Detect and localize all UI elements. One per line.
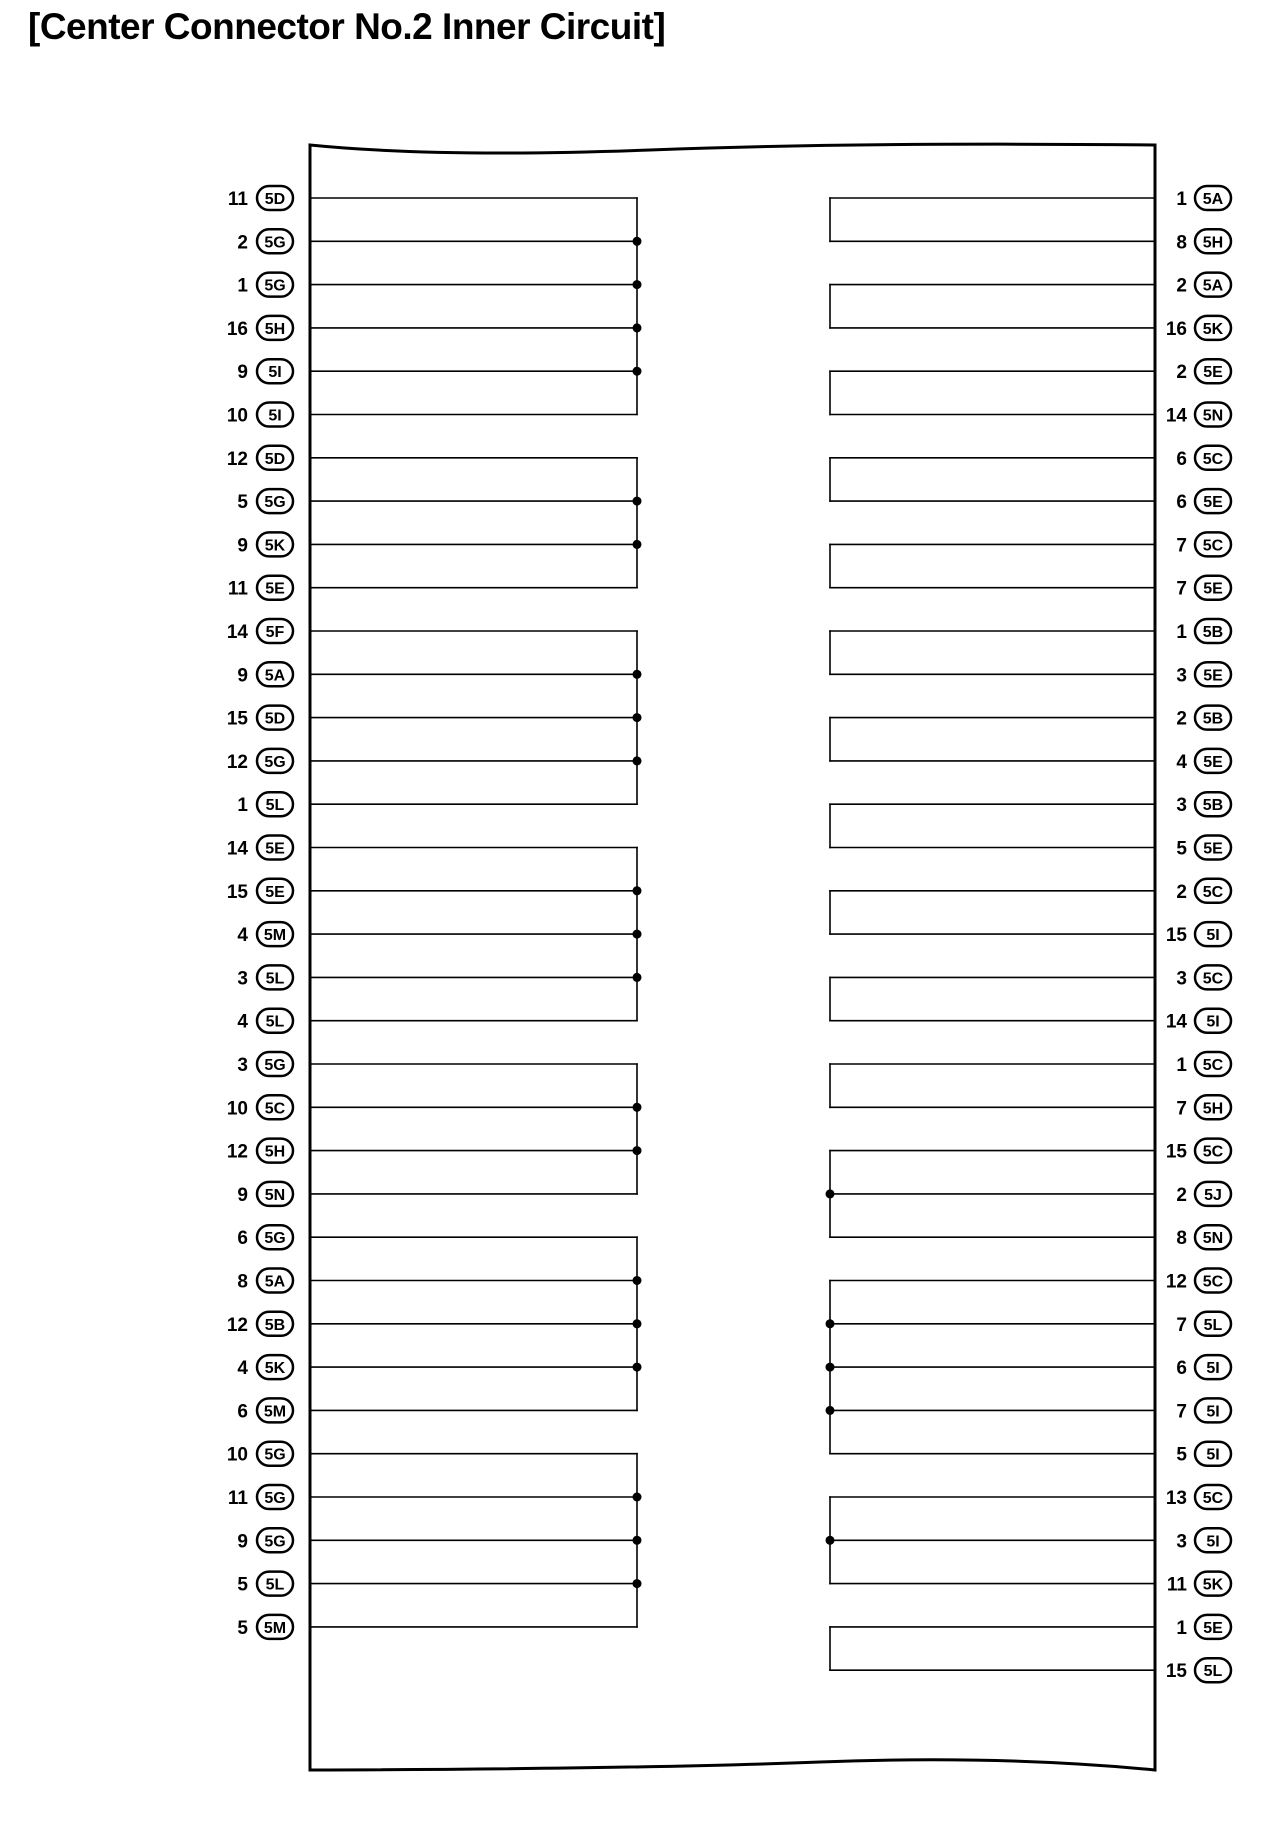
left-pin-14 — [237, 792, 293, 816]
right-pin-31 — [1176, 1528, 1231, 1552]
connector-code: 5C — [1202, 1143, 1224, 1161]
connector-code: 5C — [1202, 1273, 1224, 1291]
connector-code: 5E — [1203, 494, 1223, 512]
connector-code: 5G — [264, 1057, 286, 1074]
right-pin-33 — [1176, 1615, 1231, 1639]
diagram-title: [Center Connector No.2 Inner Circuit] — [28, 6, 666, 47]
pin-number: 11 — [227, 1488, 248, 1509]
pin-number: 2 — [1176, 708, 1187, 730]
right-pin-30 — [1166, 1485, 1231, 1509]
left-pin-32 — [237, 1572, 293, 1596]
pin-number: 9 — [237, 1531, 248, 1553]
junction-dot — [633, 540, 642, 549]
junction-dot — [633, 1536, 642, 1545]
connector-code: 5E — [1203, 667, 1223, 685]
connector-code: 5L — [265, 797, 285, 815]
right-pin-10 — [1176, 619, 1231, 643]
pin-number: 10 — [226, 1098, 248, 1120]
right-pin-19 — [1166, 1009, 1231, 1033]
pin-number: 6 — [1176, 1358, 1187, 1380]
left-pin-6 — [227, 446, 293, 470]
junction-dot — [633, 886, 642, 895]
connector-code: 5N — [1202, 407, 1224, 425]
connector-code: 5E — [265, 580, 285, 598]
left-pin-3 — [227, 316, 293, 340]
pin-number: 3 — [1176, 1531, 1187, 1553]
right-pin-9 — [1176, 576, 1231, 600]
junction-dot — [633, 713, 642, 722]
left-pin-21 — [227, 1095, 293, 1119]
junction-dot — [633, 1276, 642, 1285]
right-pin-32 — [1167, 1572, 1231, 1596]
junction-dot — [633, 367, 642, 376]
left-pin-30 — [228, 1485, 293, 1509]
left-pin-8 — [237, 532, 293, 556]
right-pin-4 — [1176, 359, 1231, 383]
left-pin-10 — [227, 619, 293, 643]
pin-number: 14 — [1165, 1011, 1187, 1033]
pin-number: 7 — [1176, 578, 1187, 600]
right-pin-17 — [1166, 922, 1231, 946]
right-pin-1 — [1176, 229, 1231, 253]
connector-code: 5L — [1203, 1663, 1223, 1681]
connector-code: 5G — [264, 1230, 286, 1248]
pin-number: 1 — [1176, 1617, 1187, 1639]
pin-number: 3 — [237, 1055, 248, 1076]
connector-code: 5G — [264, 1533, 286, 1551]
right-pin-14 — [1176, 792, 1231, 816]
left-pin-19 — [237, 1009, 293, 1033]
connector-code: 5M — [263, 1403, 287, 1421]
connector-code: 5C — [1202, 970, 1224, 988]
right-pin-15 — [1176, 836, 1231, 860]
connector-code: 5E — [1203, 840, 1223, 858]
pin-number: 12 — [226, 448, 248, 470]
pin-number: 6 — [1176, 448, 1187, 470]
connector-code: 5C — [264, 1100, 286, 1118]
pin-number: 5 — [237, 1617, 248, 1639]
left-pin-12 — [227, 706, 293, 730]
connector-code: 5E — [265, 840, 285, 858]
connector-code: 5L — [265, 1013, 285, 1031]
junction-dot — [633, 1579, 642, 1588]
junction-dot — [633, 497, 642, 506]
right-pin-13 — [1176, 749, 1231, 773]
pin-number: 15 — [1165, 1661, 1187, 1683]
pin-number: 14 — [226, 622, 248, 643]
right-pin-27 — [1176, 1355, 1231, 1379]
junction-dot — [633, 1103, 642, 1112]
connector-code: 5D — [264, 450, 286, 468]
left-pin-28 — [237, 1398, 293, 1422]
connector-code: 5E — [1203, 364, 1223, 382]
pin-number: 11 — [227, 189, 248, 210]
pin-number: 2 — [1176, 881, 1187, 903]
pin-number: 4 — [237, 1011, 248, 1033]
junction-dot — [633, 1146, 642, 1155]
connector-code: 5K — [1202, 1576, 1224, 1594]
pin-number: 3 — [1176, 665, 1187, 687]
junction-dot — [826, 1363, 835, 1372]
pin-number: 9 — [237, 665, 248, 687]
left-pin-26 — [227, 1312, 293, 1336]
connector-code: 5D — [264, 710, 286, 728]
junction-dot — [633, 1363, 642, 1372]
pin-number: 1 — [237, 795, 248, 817]
left-pin-4 — [237, 359, 293, 383]
junction-dot — [633, 973, 642, 982]
connector-code: 5D — [264, 191, 286, 208]
pin-number: 16 — [226, 318, 248, 340]
connector-code: 5H — [264, 1143, 286, 1161]
junction-dot — [633, 1319, 642, 1328]
left-pin-0 — [228, 186, 293, 210]
pin-number: 2 — [237, 232, 248, 254]
right-pin-0 — [1176, 186, 1231, 210]
pin-number: 7 — [1176, 1401, 1187, 1423]
junction-dot — [633, 237, 642, 246]
connector-code: 5E — [1203, 580, 1223, 598]
left-pin-18 — [237, 965, 293, 989]
pin-number: 6 — [237, 1401, 248, 1423]
pin-number: 3 — [1176, 795, 1187, 817]
connector-code: 5K — [264, 1360, 286, 1378]
pin-number: 12 — [226, 1314, 248, 1336]
pin-number: 11 — [227, 578, 248, 600]
pin-number: 2 — [1176, 275, 1187, 297]
connector-code: 5B — [1202, 710, 1224, 728]
left-pin-33 — [237, 1615, 293, 1639]
pin-number: 9 — [237, 1184, 248, 1206]
pin-number: 8 — [1176, 232, 1187, 254]
pin-number: 12 — [226, 1141, 248, 1163]
right-pin-25 — [1166, 1269, 1231, 1293]
connector-code: 5G — [264, 1490, 286, 1507]
pin-number: 1 — [1176, 189, 1187, 210]
right-pin-7 — [1176, 489, 1231, 513]
connector-code: 5B — [1202, 624, 1224, 641]
connector-code: 5M — [263, 1619, 287, 1637]
pin-number: 16 — [1165, 318, 1187, 340]
connector-code: 5N — [264, 1186, 286, 1204]
pin-number: 13 — [1165, 1488, 1187, 1509]
connector-code: 5E — [265, 883, 285, 901]
pin-number: 9 — [237, 535, 248, 557]
left-pin-25 — [237, 1269, 293, 1293]
connector-code: 5I — [268, 364, 282, 382]
left-pin-2 — [237, 273, 293, 297]
pin-number: 4 — [237, 1358, 248, 1380]
circuit-frame — [310, 144, 1155, 1770]
pin-number: 5 — [237, 1574, 248, 1596]
right-pin-22 — [1166, 1139, 1231, 1163]
connector-code: 5C — [1202, 537, 1224, 555]
right-pin-21 — [1176, 1095, 1231, 1119]
left-pin-23 — [237, 1182, 293, 1206]
connector-code: 5C — [1202, 1490, 1224, 1507]
connector-code: 5G — [264, 1446, 286, 1464]
left-pin-29 — [227, 1442, 293, 1466]
left-pin-13 — [227, 749, 293, 773]
junction-dot — [826, 1406, 835, 1415]
pin-number: 5 — [1176, 838, 1187, 860]
pin-number: 15 — [1165, 1141, 1187, 1163]
pin-number: 6 — [237, 1228, 248, 1250]
connector-code: 5N — [1202, 1230, 1224, 1248]
pin-number: 7 — [1176, 1314, 1187, 1336]
connector-code: 5L — [265, 1576, 285, 1594]
connector-code: 5G — [264, 494, 286, 512]
right-pin-29 — [1176, 1442, 1231, 1466]
connector-code: 5A — [1202, 277, 1224, 295]
pin-number: 9 — [237, 362, 248, 384]
connector-code: 5E — [1203, 1619, 1223, 1637]
right-pin-24 — [1176, 1225, 1231, 1249]
right-pin-3 — [1166, 316, 1231, 340]
connector-code: 5I — [1206, 1403, 1220, 1421]
right-pin-6 — [1176, 446, 1231, 470]
pin-number: 8 — [237, 1271, 248, 1293]
connector-code: 5C — [1202, 450, 1224, 468]
connector-code: 5A — [264, 667, 286, 685]
pin-number: 3 — [1176, 968, 1187, 990]
connector-code: 5H — [1202, 234, 1224, 252]
pin-number: 14 — [1165, 405, 1187, 427]
right-pin-2 — [1176, 273, 1231, 297]
connector-code: 5F — [265, 624, 285, 641]
connector-code: 5J — [1204, 1186, 1222, 1204]
right-pin-34 — [1166, 1658, 1231, 1682]
left-pin-9 — [228, 576, 293, 600]
pin-number: 2 — [1176, 1184, 1187, 1206]
right-pin-18 — [1176, 965, 1231, 989]
right-pin-5 — [1166, 403, 1231, 427]
connector-code: 5G — [264, 753, 286, 771]
pin-number: 2 — [1176, 362, 1187, 384]
right-pin-11 — [1176, 662, 1231, 686]
right-pin-16 — [1176, 879, 1231, 903]
pin-number: 10 — [226, 405, 248, 427]
pin-number: 5 — [1176, 1444, 1187, 1466]
junction-dot — [633, 323, 642, 332]
junction-dot — [826, 1189, 835, 1198]
connector-code: 5L — [1203, 1316, 1223, 1334]
left-pin-7 — [237, 489, 293, 513]
pin-number: 12 — [1165, 1271, 1187, 1293]
connector-code: 5C — [1202, 883, 1224, 901]
left-pin-20 — [237, 1052, 293, 1076]
pin-number: 1 — [1176, 1055, 1187, 1076]
junction-dot — [633, 930, 642, 939]
left-pin-1 — [237, 229, 293, 253]
connector-code: 5C — [1202, 1057, 1224, 1074]
connector-code: 5A — [1202, 191, 1224, 208]
left-pin-17 — [237, 922, 293, 946]
connector-code: 5I — [1206, 927, 1220, 945]
connector-code: 5I — [268, 407, 282, 425]
connector-code: 5B — [264, 1316, 286, 1334]
left-pin-5 — [227, 403, 293, 427]
right-pin-26 — [1176, 1312, 1231, 1336]
connector-code: 5K — [1202, 320, 1224, 338]
connector-code: 5G — [264, 234, 286, 252]
connector-code: 5B — [1202, 797, 1224, 815]
wire-layer — [310, 198, 1155, 1670]
junction-dot — [633, 670, 642, 679]
pin-number: 7 — [1176, 535, 1187, 557]
connector-code: 5K — [264, 537, 286, 555]
left-pin-27 — [237, 1355, 293, 1379]
junction-dot — [633, 1493, 642, 1502]
pin-number: 11 — [1166, 1574, 1187, 1596]
pin-number: 10 — [226, 1444, 248, 1466]
left-pin-31 — [237, 1528, 293, 1552]
right-pin-20 — [1176, 1052, 1231, 1076]
pin-number: 3 — [237, 968, 248, 990]
connector-code: 5I — [1206, 1013, 1220, 1031]
pin-number: 12 — [226, 751, 248, 773]
left-pin-15 — [227, 836, 293, 860]
connector-code: 5H — [264, 320, 286, 338]
pin-number: 1 — [237, 275, 248, 297]
right-pin-28 — [1176, 1398, 1231, 1422]
pin-number: 1 — [1176, 622, 1187, 643]
right-pin-12 — [1176, 706, 1231, 730]
pin-number: 5 — [237, 492, 248, 514]
left-pin-16 — [227, 879, 293, 903]
right-pin-23 — [1176, 1182, 1231, 1206]
pin-number: 8 — [1176, 1228, 1187, 1250]
pin-number: 4 — [237, 925, 248, 947]
pin-number: 7 — [1176, 1098, 1187, 1120]
pin-number: 15 — [226, 708, 248, 730]
junction-dot — [826, 1536, 835, 1545]
junction-dot — [633, 280, 642, 289]
pin-number: 15 — [226, 881, 248, 903]
connector-code: 5M — [263, 927, 287, 945]
pin-number: 14 — [226, 838, 248, 860]
junction-dot — [633, 756, 642, 765]
left-pin-22 — [227, 1139, 293, 1163]
right-pin-8 — [1176, 532, 1231, 556]
left-pin-11 — [237, 662, 293, 686]
junction-dot — [826, 1319, 835, 1328]
connector-code: 5H — [1202, 1100, 1224, 1118]
connector-code: 5I — [1206, 1533, 1220, 1551]
connector-code: 5I — [1206, 1360, 1220, 1378]
connector-code: 5E — [1203, 753, 1223, 771]
pin-number: 6 — [1176, 492, 1187, 514]
connector-code: 5A — [264, 1273, 286, 1291]
left-pin-24 — [237, 1225, 293, 1249]
connector-code: 5L — [265, 970, 285, 988]
pin-number: 15 — [1165, 925, 1187, 947]
pin-number: 4 — [1176, 751, 1187, 773]
connector-code: 5G — [264, 277, 286, 295]
connector-code: 5I — [1206, 1446, 1220, 1464]
